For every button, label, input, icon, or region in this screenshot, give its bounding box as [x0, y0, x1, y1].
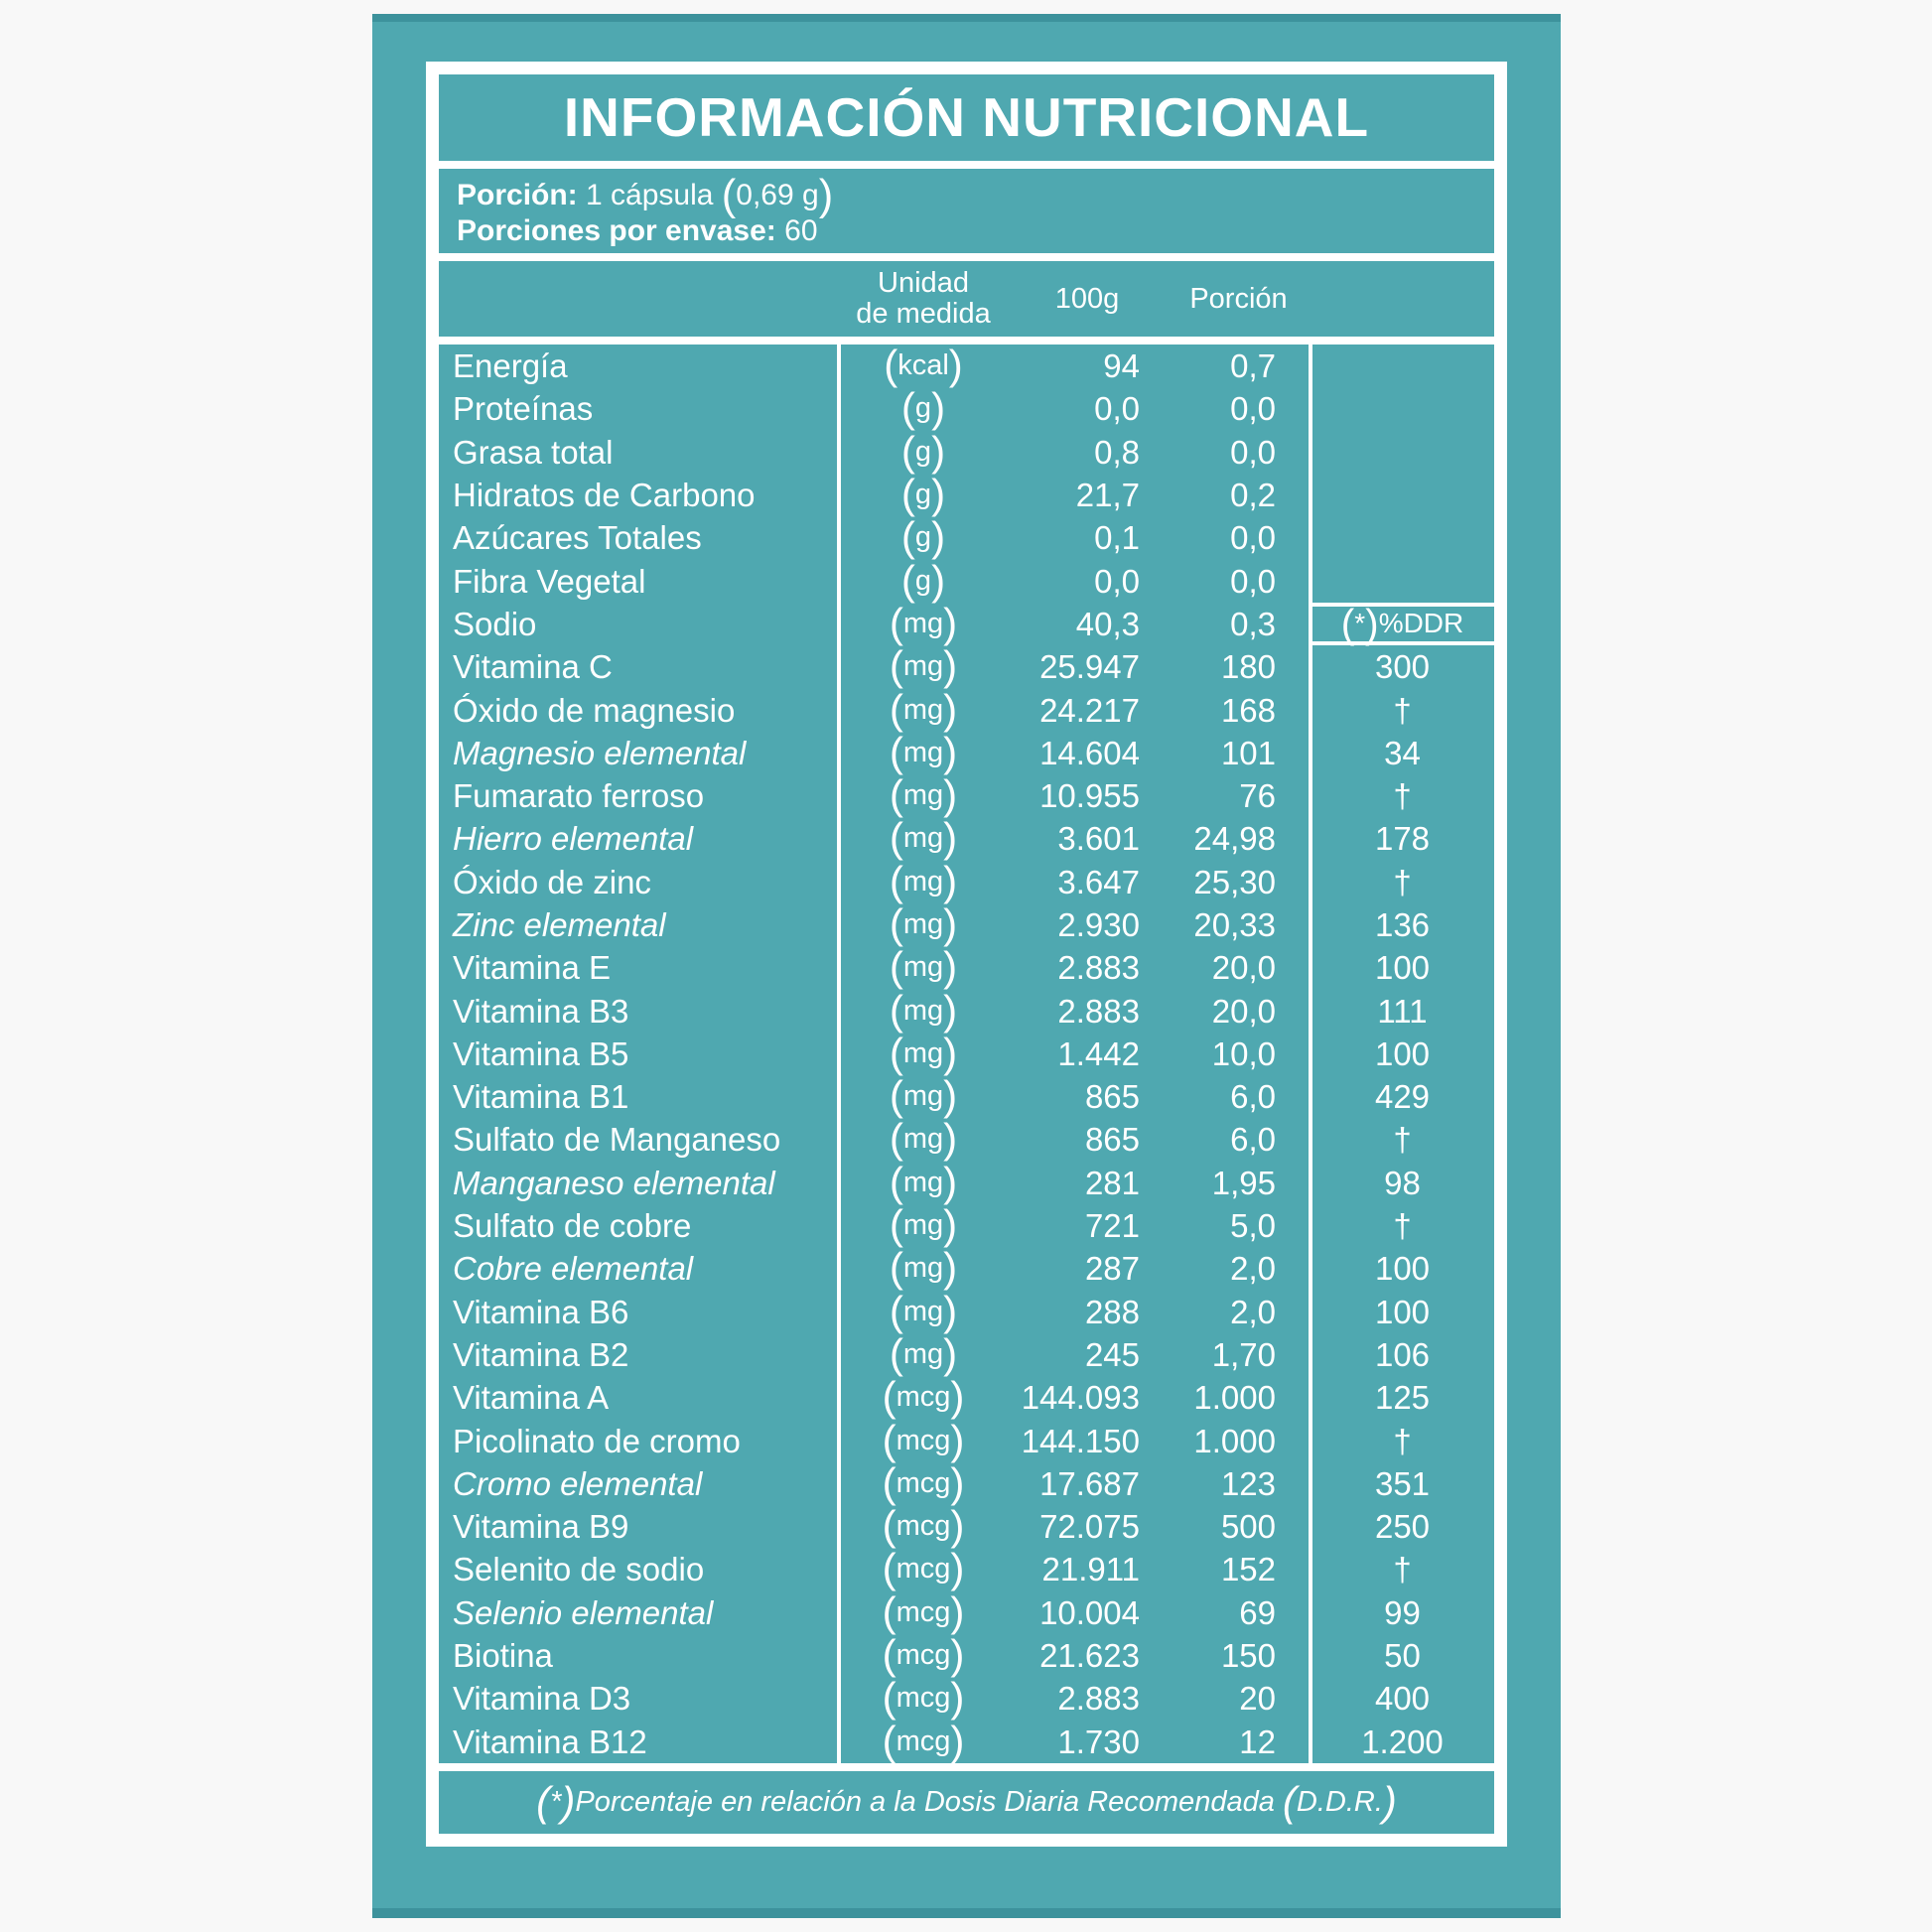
table-row [439, 1502, 1494, 1550]
table-row [439, 471, 1494, 518]
nutrient-name: Cromo elemental [453, 1464, 703, 1502]
nutrient-unit: (mg) [889, 900, 958, 948]
column-header-100g: 100g [1054, 282, 1120, 315]
value-per-portion: 6,0 [1230, 1078, 1276, 1116]
value-per-portion: 101 [1220, 734, 1276, 771]
nutrient-unit: (mcg) [882, 1717, 965, 1764]
nutrient-name: Fibra Vegetal [453, 562, 646, 600]
value-per-portion: 69 [1239, 1593, 1276, 1631]
value-ddr-percent: † [1393, 1121, 1412, 1159]
column-divider-2 [1309, 345, 1312, 1763]
nutrient-unit: (kcal) [884, 342, 963, 389]
table-row [439, 642, 1494, 690]
value-ddr-percent: 34 [1384, 734, 1421, 771]
value-per-100g: 288 [1084, 1293, 1140, 1330]
table-row [439, 814, 1494, 862]
value-per-portion: 1.000 [1193, 1379, 1276, 1417]
value-ddr-percent: 50 [1384, 1637, 1421, 1675]
nutrient-unit: (mcg) [882, 1502, 965, 1550]
table-row [439, 384, 1494, 432]
footnote-box [439, 1771, 1494, 1834]
value-per-100g: 0,8 [1094, 433, 1140, 471]
nutrient-unit: (mg) [889, 814, 958, 862]
nutrient-name: Picolinato de cromo [453, 1422, 741, 1459]
column-header-portion: Porción [1189, 282, 1288, 315]
value-per-portion: 2,0 [1230, 1250, 1276, 1288]
table-row [439, 1029, 1494, 1076]
nutrient-name: Vitamina B9 [453, 1508, 629, 1546]
value-per-portion: 0,0 [1230, 519, 1276, 557]
value-per-100g: 3.647 [1057, 863, 1140, 900]
value-per-portion: 20,0 [1211, 992, 1276, 1030]
nutrient-name: Energía [453, 347, 568, 385]
nutrient-name: Sulfato de Manganeso [453, 1121, 781, 1159]
nutrient-unit: (mg) [889, 943, 958, 991]
nutrient-unit: (mg) [889, 1158, 958, 1205]
table-row [439, 1458, 1494, 1506]
value-per-portion: 152 [1220, 1551, 1276, 1588]
nutrient-unit: (mg) [889, 728, 958, 775]
value-per-100g: 17.687 [1039, 1464, 1140, 1502]
nutrient-name: Zinc elemental [453, 906, 666, 943]
servings-per-container-value: 60 [784, 214, 818, 247]
value-per-100g: 0,0 [1094, 562, 1140, 600]
nutrient-name: Sulfato de cobre [453, 1207, 692, 1245]
column-header-unit: Unidad de medida [856, 267, 991, 330]
value-per-portion: 24,98 [1193, 820, 1276, 858]
table-row [439, 1287, 1494, 1334]
value-per-100g: 94 [1103, 347, 1140, 385]
value-ddr-percent: † [1393, 863, 1412, 900]
nutrient-unit: (g) [900, 471, 946, 518]
value-ddr-percent: † [1393, 777, 1412, 815]
nutrient-name: Sodio [453, 605, 537, 642]
value-per-portion: 2,0 [1230, 1293, 1276, 1330]
value-ddr-percent: 98 [1384, 1164, 1421, 1201]
value-ddr-percent: 300 [1374, 648, 1431, 686]
table-row [439, 1115, 1494, 1163]
table-row [439, 1201, 1494, 1249]
nutrient-name: Vitamina D3 [453, 1680, 631, 1718]
value-ddr-percent: 1.200 [1361, 1723, 1444, 1760]
value-per-portion: 6,0 [1230, 1121, 1276, 1159]
table-row [439, 685, 1494, 733]
value-per-portion: 0,0 [1230, 433, 1276, 471]
table-row [439, 1072, 1494, 1120]
table-row [439, 986, 1494, 1034]
value-per-100g: 72.075 [1039, 1508, 1140, 1546]
value-ddr-percent: 106 [1374, 1335, 1431, 1373]
nutrient-name: Vitamina B1 [453, 1078, 629, 1116]
table-row [439, 513, 1494, 561]
value-per-100g: 865 [1084, 1078, 1140, 1116]
value-per-portion: 12 [1239, 1723, 1276, 1760]
nutrient-unit: (g) [900, 427, 946, 475]
value-per-100g: 721 [1084, 1207, 1140, 1245]
value-per-100g: 10.955 [1039, 777, 1140, 815]
table-row [439, 943, 1494, 991]
value-per-portion: 180 [1220, 648, 1276, 686]
value-per-portion: 168 [1220, 691, 1276, 729]
nutrient-name: Vitamina B12 [453, 1723, 647, 1760]
nutrient-name: Manganeso elemental [453, 1164, 775, 1201]
column-divider-1 [837, 345, 841, 1763]
table-row [439, 1416, 1494, 1463]
nutrient-name: Vitamina A [453, 1379, 610, 1417]
table-row [439, 427, 1494, 475]
nutrient-unit: (mcg) [882, 1416, 965, 1463]
nutrient-unit: (g) [900, 384, 946, 432]
value-per-portion: 20,0 [1211, 949, 1276, 987]
nutrient-unit: (mg) [889, 857, 958, 904]
value-ddr-percent: 400 [1374, 1680, 1431, 1718]
value-per-portion: 1,95 [1211, 1164, 1276, 1201]
value-per-100g: 40,3 [1075, 605, 1140, 642]
value-per-portion: 150 [1220, 1637, 1276, 1675]
table-row [439, 857, 1494, 904]
value-per-portion: 0,7 [1230, 347, 1276, 385]
nutrient-name: Fumarato ferroso [453, 777, 705, 815]
table-row [439, 1587, 1494, 1635]
table-row [439, 1545, 1494, 1592]
value-per-100g: 10.004 [1039, 1593, 1140, 1631]
value-per-portion: 1.000 [1193, 1422, 1276, 1459]
value-per-portion: 500 [1220, 1508, 1276, 1546]
nutrition-label-card [372, 14, 1561, 1918]
servings-per-container-label: Porciones por envase: [457, 214, 776, 247]
nutrient-name: Magnesio elemental [453, 734, 747, 771]
nutrient-name: Selenio elemental [453, 1593, 714, 1631]
serving-box [439, 169, 1494, 253]
nutrient-unit: (mcg) [882, 1458, 965, 1506]
value-per-100g: 21.623 [1039, 1637, 1140, 1675]
value-per-100g: 1.730 [1057, 1723, 1140, 1760]
value-per-100g: 281 [1084, 1164, 1140, 1201]
value-ddr-percent: 136 [1374, 906, 1431, 943]
value-per-100g: 2.930 [1057, 906, 1140, 943]
nutrient-unit: (mcg) [882, 1631, 965, 1679]
nutrient-unit: (mg) [889, 771, 958, 819]
value-per-portion: 76 [1239, 777, 1276, 815]
value-per-100g: 144.093 [1021, 1379, 1140, 1417]
value-per-100g: 287 [1084, 1250, 1140, 1288]
table-row [439, 1330, 1494, 1377]
value-per-100g: 21,7 [1075, 477, 1140, 514]
nutrient-unit: (mcg) [882, 1373, 965, 1421]
table-row [439, 900, 1494, 948]
value-ddr-percent: † [1393, 1207, 1412, 1245]
title-box [439, 74, 1494, 161]
nutrient-unit: (mg) [889, 599, 958, 646]
nutrient-unit: (mg) [889, 642, 958, 690]
nutrient-name: Hierro elemental [453, 820, 694, 858]
nutrient-name: Selenito de sodio [453, 1551, 705, 1588]
nutrient-name: Vitamina C [453, 648, 613, 686]
value-ddr-percent: 100 [1374, 1035, 1431, 1072]
nutrient-name: Óxido de zinc [453, 863, 651, 900]
value-ddr-percent: 100 [1374, 1293, 1431, 1330]
nutrient-name: Óxido de magnesio [453, 691, 736, 729]
nutrient-unit: (mg) [889, 1072, 958, 1120]
value-ddr-percent: 125 [1374, 1379, 1431, 1417]
value-per-100g: 865 [1084, 1121, 1140, 1159]
value-per-100g: 1.442 [1057, 1035, 1140, 1072]
serving-size-line [457, 172, 1494, 220]
nutrient-name: Biotina [453, 1637, 553, 1675]
table-row [439, 771, 1494, 819]
value-per-100g: 144.150 [1021, 1422, 1140, 1459]
value-ddr-percent: 250 [1374, 1508, 1431, 1546]
nutrient-unit: (mg) [889, 685, 958, 733]
value-ddr-percent: 351 [1374, 1464, 1431, 1502]
nutrient-unit: (mg) [889, 1029, 958, 1076]
value-per-portion: 5,0 [1230, 1207, 1276, 1245]
table-body [439, 342, 1494, 1764]
nutrient-name: Vitamina B5 [453, 1035, 629, 1072]
value-ddr-percent: 99 [1384, 1593, 1421, 1631]
nutrient-unit: (mg) [889, 1201, 958, 1249]
nutrient-name: Proteínas [453, 390, 594, 428]
label-title: INFORMACIÓN NUTRICIONAL [563, 86, 1370, 148]
nutrient-name: Azúcares Totales [453, 519, 702, 557]
value-per-100g: 3.601 [1057, 820, 1140, 858]
value-per-portion: 0,3 [1230, 605, 1276, 642]
nutrient-unit: (mcg) [882, 1545, 965, 1592]
value-per-100g: 245 [1084, 1335, 1140, 1373]
value-per-100g: 14.604 [1039, 734, 1140, 771]
nutrient-name: Cobre elemental [453, 1250, 694, 1288]
value-ddr-percent: 100 [1374, 949, 1431, 987]
nutrient-name: Vitamina E [453, 949, 611, 987]
nutrition-table-body [439, 342, 1494, 1764]
table-row [439, 1244, 1494, 1292]
value-ddr-percent: † [1393, 691, 1412, 729]
value-per-portion: 10,0 [1211, 1035, 1276, 1072]
serving-size-value: 1 cápsula (0,69 g) [586, 172, 834, 220]
value-per-portion: 0,0 [1230, 390, 1276, 428]
servings-per-container-line [457, 213, 1494, 249]
value-per-portion: 1,70 [1211, 1335, 1276, 1373]
table-row [439, 1158, 1494, 1205]
value-per-100g: 2.883 [1057, 949, 1140, 987]
value-per-portion: 0,0 [1230, 562, 1276, 600]
value-ddr-percent: 429 [1374, 1078, 1431, 1116]
table-row [439, 1717, 1494, 1764]
value-per-100g: 21.911 [1041, 1551, 1140, 1588]
value-per-100g: 2.883 [1057, 992, 1140, 1030]
nutrient-unit: (g) [900, 513, 946, 561]
value-per-portion: 20,33 [1193, 906, 1276, 943]
value-per-100g: 0,0 [1094, 390, 1140, 428]
nutrient-name: Vitamina B6 [453, 1293, 629, 1330]
value-ddr-percent: 111 [1377, 992, 1428, 1030]
table-row [439, 599, 1494, 647]
value-per-100g: 0,1 [1094, 519, 1140, 557]
value-ddr-percent: 178 [1374, 820, 1431, 858]
value-ddr-percent: ( * ) %DDR [1311, 603, 1494, 645]
table-row [439, 1631, 1494, 1679]
nutrient-unit: (mg) [889, 1287, 958, 1334]
nutrient-name: Vitamina B3 [453, 992, 629, 1030]
value-per-portion: 0,2 [1230, 477, 1276, 514]
nutrient-unit: (mcg) [882, 1674, 965, 1722]
serving-size-label: Porción: [457, 179, 578, 211]
label-frame [426, 62, 1507, 1847]
value-per-100g: 24.217 [1039, 691, 1140, 729]
value-per-100g: 25.947 [1039, 648, 1140, 686]
value-per-portion: 123 [1220, 1464, 1276, 1502]
nutrient-unit: (mg) [889, 1115, 958, 1163]
nutrient-name: Grasa total [453, 433, 614, 471]
nutrient-name: Vitamina B2 [453, 1335, 629, 1373]
table-row [439, 342, 1494, 389]
value-ddr-percent: 100 [1374, 1250, 1431, 1288]
nutrient-unit: (mg) [889, 1244, 958, 1292]
table-row [439, 556, 1494, 604]
nutrient-unit: (g) [900, 556, 946, 604]
value-ddr-percent: † [1393, 1551, 1412, 1588]
table-header-row [439, 261, 1494, 337]
nutrient-name: Hidratos de Carbono [453, 477, 756, 514]
value-per-portion: 20 [1239, 1680, 1276, 1718]
nutrient-unit: (mg) [889, 986, 958, 1034]
value-per-portion: 25,30 [1193, 863, 1276, 900]
footnote-text: (*)Porcentaje en relación a la Dosis Diaria Recomendada (D.D.R.) [536, 1778, 1397, 1826]
table-row [439, 1674, 1494, 1722]
nutrient-unit: (mg) [889, 1330, 958, 1377]
value-ddr-percent: † [1393, 1422, 1412, 1459]
value-per-100g: 2.883 [1057, 1680, 1140, 1718]
nutrient-unit: (mcg) [882, 1587, 965, 1635]
table-row [439, 1373, 1494, 1421]
table-row [439, 728, 1494, 775]
